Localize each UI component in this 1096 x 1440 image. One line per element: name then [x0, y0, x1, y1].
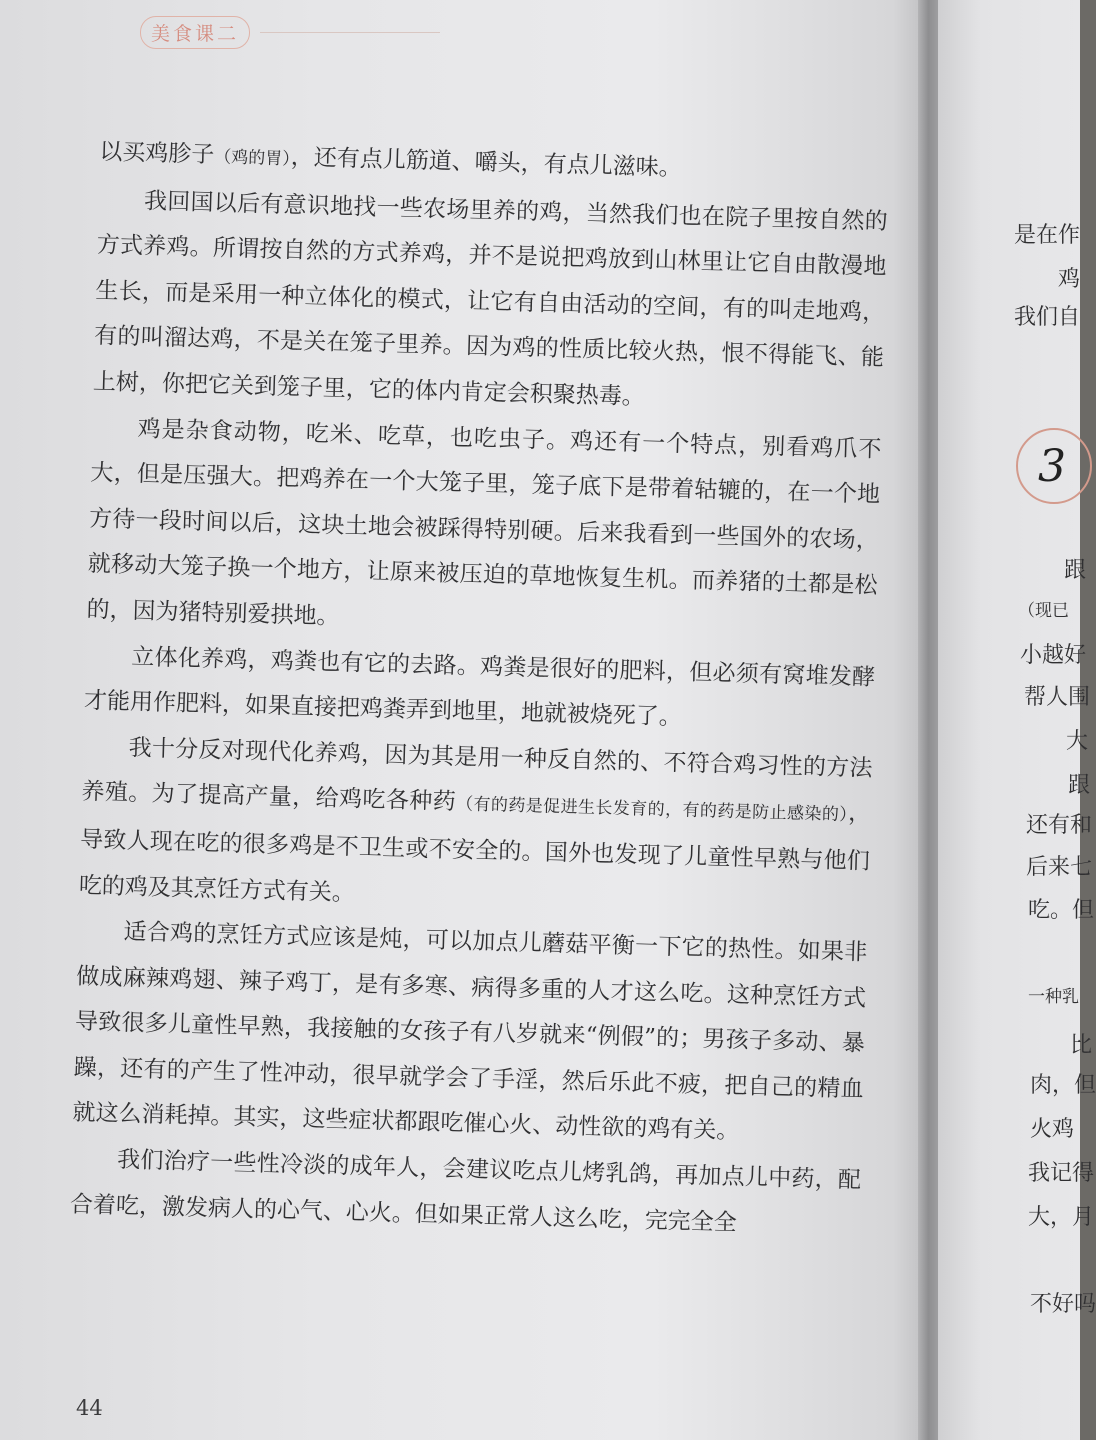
header-rule	[260, 32, 440, 33]
page-header	[140, 16, 440, 48]
right-page-line: 后来七	[1026, 855, 1093, 880]
paragraph-text: 我回国以后有意识地找一些农场里养的鸡，当然我们也在院子里按自然的方式养鸡。所谓按自然的方式养鸡，并不是说把鸡放到山林里让它自由散漫地生长，而是采用一种立体化的模式，让它有自由活动的空间，有的叫走地鸡，有的叫溜达鸡，不是关在笼子里养。因为鸡的性质比较火热，恨不得能飞、能上树，你把它关到笼子里，它的体内肯定会积聚热毒。	[92, 187, 889, 411]
paragraph-text: 适合鸡的烹饪方式应该是炖，可以加点儿蘑菇平衡一下它的热性。如果非做成麻辣鸡翅、辣子鸡丁，是有多寒、病得多重的人才这么吃。这种烹饪方式导致很多儿童性早熟，我接触的女孩子有八岁就来“例假”的；男孩子多动、暴躁，还有的产生了性冲动，很早就学会了手淫，然后乐此不疲，把自己的精血就这么消耗掉。其实，这些症状都跟吃催心火、动性欲的鸡有关。	[72, 919, 868, 1145]
right-page-line: 是在作	[1014, 223, 1081, 248]
paragraph-text: ，导致人现在吃的很多鸡是不卫生或不安全的。国外也发现了儿童性早熟与他们吃的鸡及其烹饪方式有关。	[78, 800, 872, 906]
body-text	[69, 130, 889, 1250]
right-page-line: 小越好	[1020, 643, 1087, 668]
right-page-line: 跟	[1068, 773, 1091, 798]
paragraph-text: 我们治疗一些性冷淡的成年人，会建议吃点儿烤乳鸽，再加点儿中药，配合着吃，激发病人的心气、心火。但如果正常人这么吃，完完全全	[69, 1146, 862, 1236]
paragraph-text: 鸡是杂食动物，吃米、吃草，也吃虫子。鸡还有一个特点，别看鸡爪不大，但是压强大。把鸡养在一个大笼子里，笼子底下是带着轱辘的，在一个地方待一段时间以后，这块土地会被踩得特别硬。后来我看到一些国外的农场，就移动大笼子换一个地方，让原来被压迫的草地恢复生机。而养猪的土都是松的，因为猪特别爱拱地。	[86, 415, 882, 630]
right-page-line: 不好吗	[1030, 1292, 1096, 1317]
inline-note: （鸡的胃）	[214, 147, 292, 170]
right-page-line: 大，月	[1028, 1205, 1095, 1230]
right-page-line: 鸡	[1058, 267, 1081, 292]
page-number: 44	[76, 1396, 103, 1420]
right-page-line: 吃。但	[1028, 898, 1095, 923]
paragraph-text: 立体化养鸡，鸡粪也有它的去路。鸡粪是很好的肥料，但必须有窝堆发酵才能用作肥料，如果直接把鸡粪弄到地里，地就被烧死了。	[83, 643, 876, 731]
body-paragraph	[72, 909, 868, 1159]
body-paragraph	[86, 405, 882, 655]
right-page-line: 我记得	[1028, 1161, 1095, 1186]
body-paragraph	[78, 724, 873, 930]
right-page-line: 肉，但	[1030, 1073, 1096, 1098]
paragraph-text: ，还有点儿筋道、嚼头，有点儿滋味。	[290, 144, 683, 182]
body-paragraph	[92, 178, 888, 428]
right-page-line: 一种乳	[1028, 987, 1079, 1007]
inline-note: （有的药是促进生长发育的，有的药是防止感染的）	[455, 794, 849, 826]
chapter-number-badge: 3	[1016, 428, 1092, 504]
right-page-line: 还有和	[1026, 813, 1093, 838]
right-page-line: 比	[1070, 1033, 1093, 1058]
header-section-tag: 美食课二	[140, 16, 250, 49]
paragraph-text: 以买鸡胗子	[99, 138, 215, 169]
right-page-line: 我们自	[1014, 305, 1081, 330]
right-page-line: 帮人围	[1024, 685, 1091, 710]
right-page-line: 跟	[1064, 558, 1087, 583]
right-page-line: 火鸡	[1030, 1117, 1075, 1142]
paragraph-text: 我十分反对现代化养鸡，因为其是用一种反自然的、不符合鸡习性的方法养殖。为了提高产量，给鸡吃各种药	[81, 734, 873, 816]
right-page-line: （现已	[1018, 601, 1069, 621]
right-page-line: 大	[1066, 729, 1089, 754]
